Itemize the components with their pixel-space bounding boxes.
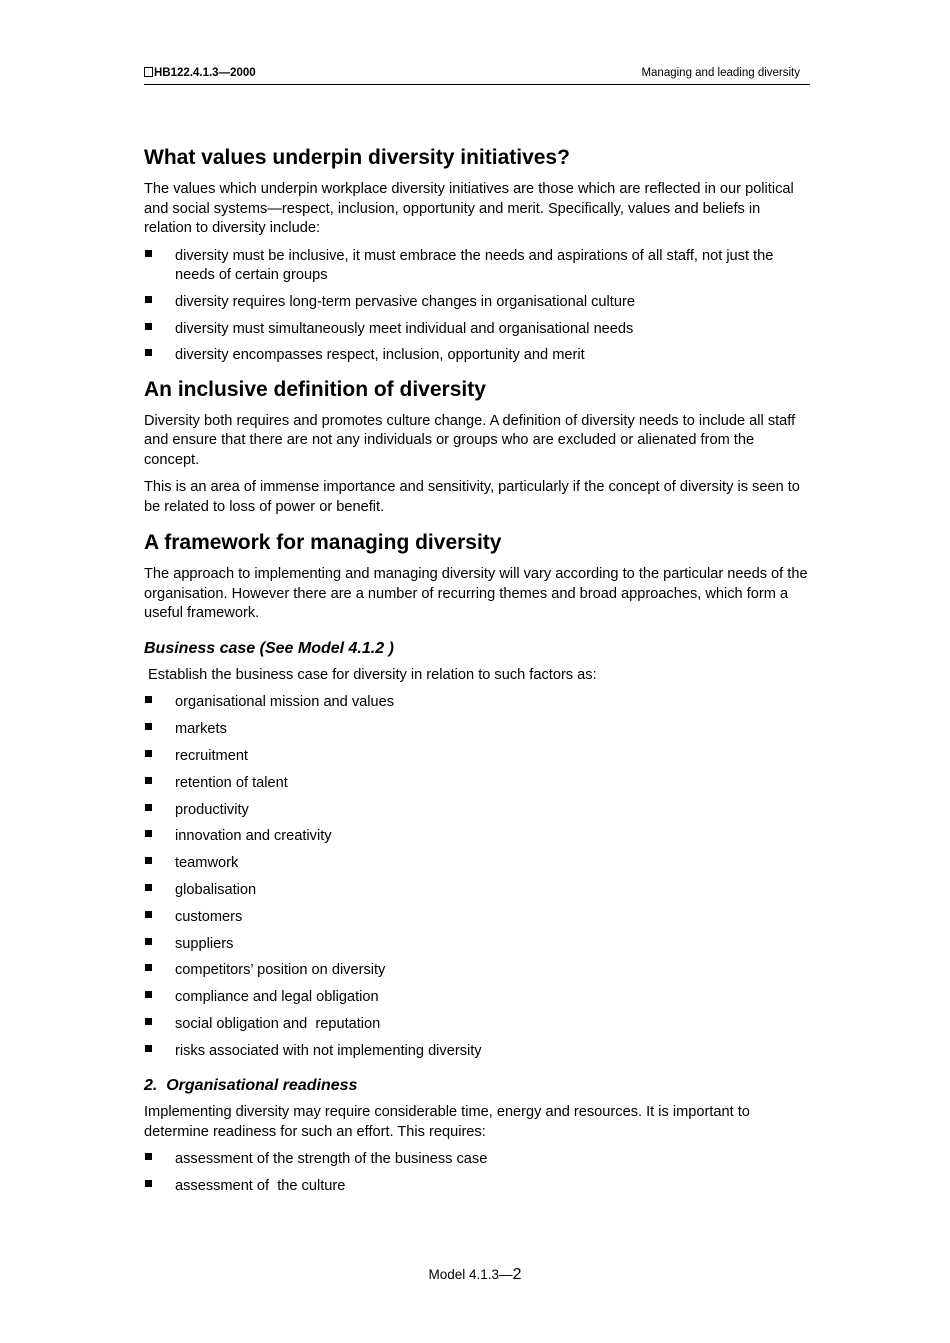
square-bullet-icon — [145, 911, 152, 918]
paragraph-readiness-intro: Implementing diversity may require considerable time, energy and resources. It is important to determine readiness for such an effort. This requires: — [144, 1104, 750, 1140]
list-item: recruitment — [144, 747, 810, 767]
page-number: 2 — [512, 1266, 522, 1283]
checkbox-glyph-icon — [144, 67, 153, 77]
square-bullet-icon — [145, 777, 152, 784]
square-bullet-icon — [145, 830, 152, 837]
square-bullet-icon — [145, 964, 152, 971]
list-item: organisational mission and values — [144, 693, 810, 713]
paragraph-culture-change: Diversity both requires and promotes culture change. A definition of diversity needs to include all staff and ensure that there are not any individuals or groups who are excluded or alienated from the concept. — [144, 412, 796, 468]
page-footer — [0, 1266, 950, 1284]
list-item: productivity — [144, 801, 810, 821]
list-item: diversity must simultaneously meet individual and organisational needs — [144, 320, 810, 340]
list-item: markets — [144, 720, 810, 740]
heading-values: What values underpin diversity initiatives? — [144, 146, 570, 169]
square-bullet-icon — [145, 804, 152, 811]
list-item: innovation and creativity — [144, 827, 810, 847]
square-bullet-icon — [145, 750, 152, 757]
list-item: suppliers — [144, 935, 810, 955]
square-bullet-icon — [145, 250, 152, 257]
list-item: globalisation — [144, 881, 810, 901]
paragraph-business-case-intro: Establish the business case for diversity in relation to such factors as: — [144, 666, 597, 683]
square-bullet-icon — [145, 1018, 152, 1025]
list-item: customers — [144, 908, 810, 928]
document-id — [144, 67, 256, 79]
list-item: social obligation and reputation — [144, 1015, 810, 1035]
list-item: diversity must be inclusive, it must embrace the needs and aspirations of all staff, not just the needs of certain groups — [144, 247, 810, 286]
section-title: Managing and leading diversity — [641, 67, 800, 79]
square-bullet-icon — [145, 296, 152, 303]
square-bullet-icon — [145, 349, 152, 356]
list-item: risks associated with not implementing diversity — [144, 1042, 810, 1062]
heading-organisational-readiness: 2. Organisational readiness — [144, 1077, 358, 1095]
list-item: assessment of the culture — [144, 1177, 810, 1197]
business-case-list — [144, 693, 810, 1061]
square-bullet-icon — [145, 1180, 152, 1187]
list-item: assessment of the strength of the business case — [144, 1150, 810, 1170]
square-bullet-icon — [145, 857, 152, 864]
paragraph-framework-intro: The approach to implementing and managing diversity will vary according to the particular needs of the organisation. However there are a number of recurring themes and broad approaches, which form a useful framework. — [144, 566, 808, 622]
list-item: competitors’ position on diversity — [144, 961, 810, 981]
square-bullet-icon — [145, 1045, 152, 1052]
square-bullet-icon — [145, 991, 152, 998]
square-bullet-icon — [145, 1153, 152, 1160]
readiness-list — [144, 1150, 810, 1196]
heading-business-case: Business case (See Model 4.1.2 ) — [144, 639, 394, 657]
document-id-text: HB122.4.1.3—2000 — [154, 67, 256, 79]
square-bullet-icon — [145, 323, 152, 330]
list-item: retention of talent — [144, 774, 810, 794]
list-item: teamwork — [144, 854, 810, 874]
list-item: diversity requires long-term pervasive changes in organisational culture — [144, 293, 810, 313]
model-label: Model 4.1.3— — [428, 1267, 513, 1282]
document-body — [144, 144, 810, 1204]
square-bullet-icon — [145, 723, 152, 730]
page-header — [144, 67, 810, 85]
square-bullet-icon — [145, 696, 152, 703]
square-bullet-icon — [145, 938, 152, 945]
list-item: compliance and legal obligation — [144, 988, 810, 1008]
square-bullet-icon — [145, 884, 152, 891]
paragraph-sensitivity: This is an area of immense importance and sensitivity, particularly if the concept of diversity is seen to be related to loss of power or benefit. — [144, 479, 800, 515]
values-list — [144, 247, 810, 366]
list-item: diversity encompasses respect, inclusion, opportunity and merit — [144, 346, 810, 366]
heading-framework: A framework for managing diversity — [144, 531, 502, 555]
heading-inclusive-definition: An inclusive definition of diversity — [144, 377, 486, 401]
paragraph-values-intro: The values which underpin workplace diversity initiatives are those which are reflected in our political and social systems—respect, inclusion, opportunity and merit. Specifically, values and beliefs in relation to diversity include: — [144, 181, 794, 236]
